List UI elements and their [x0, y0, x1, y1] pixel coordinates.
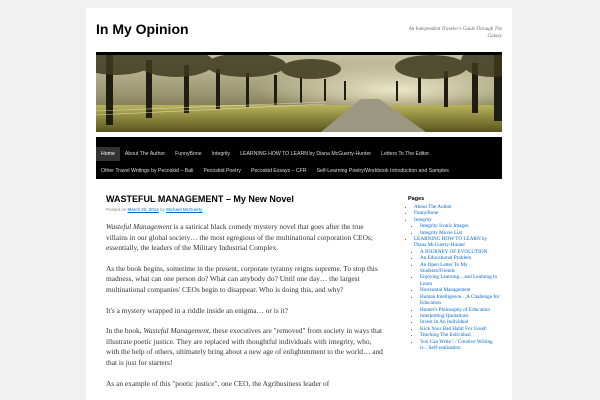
main-navigation: [96, 137, 502, 179]
sidebar-item-funnybone[interactable]: ▪ FunnyBone: [414, 210, 500, 216]
nav-learning-how-to-learn[interactable]: LEARNING HOW TO LEARN by Diana McGuerty-Hunter: [240, 151, 372, 157]
sidebar: [408, 196, 500, 351]
sidebar-subitem[interactable]: ▪ Horizontal Management: [420, 287, 500, 293]
meta-by-label: by: [160, 207, 165, 212]
paragraph-3: It's a mystery wrapped in a riddle inside an enigma… or is it?: [106, 305, 288, 315]
post-body: [106, 222, 386, 389]
nav-pecoskid-essays-cfr[interactable]: Pecoskid Essays – CFR: [250, 168, 307, 174]
pages-widget-title: Pages: [408, 196, 425, 202]
nav-row-secondary: [96, 164, 454, 178]
sidebar-item-about-the-author[interactable]: ▪ About The Author: [414, 204, 500, 210]
sidebar-item-learning[interactable]: [414, 236, 500, 351]
sidebar-item-integrity-label[interactable]: Integrity: [414, 216, 432, 223]
nav-letters-to-the-editor[interactable]: Letters To The Editor: [381, 151, 430, 157]
paragraph-4-text: , these executives are "removed" from society in ways that illustrate poetic justice. They are replaced with thoughtful individuals with integrity, who, with the help of others, ultimately bring about a new age of enlightenment to the world… and that is just for starters!: [106, 326, 383, 367]
post-date-link[interactable]: March 22, 2014: [127, 207, 159, 212]
sidebar-subitem[interactable]: ▪ Hunter's Philosophy of Education: [420, 307, 500, 313]
page-wrapper: [86, 8, 512, 400]
book-title-emphasis: Wasteful Management: [143, 326, 209, 336]
book-title-emphasis: Wasteful Management: [106, 222, 172, 231]
sidebar-subitem[interactable]: ▪ Teaching The Individual: [420, 332, 500, 338]
tree-lined-path-image: [96, 55, 502, 132]
site-description: An Independent Traveler's Guide Through The Galaxy: [408, 27, 502, 39]
nav-self-learning-poetry[interactable]: Self-Learning Poetry/Workbook Introduction and Samples: [316, 168, 449, 174]
nav-pecoskid-poetry[interactable]: Pecoskid Poetry: [203, 168, 241, 174]
sidebar-subitem[interactable]: ▪ You Can Write ! / Creative Writing is…Self-realization: [420, 339, 500, 352]
nav-home[interactable]: Home: [96, 147, 120, 161]
post-author-link[interactable]: Michael McGuerty: [166, 207, 203, 212]
sidebar-subitem[interactable]: ▪ Kick Your Bad Habit For Good!: [420, 326, 500, 332]
sidebar-subitem[interactable]: ▪ An Educational Problem: [420, 255, 500, 261]
nav-funnybone[interactable]: FunnyBone: [175, 151, 202, 157]
paragraph-5: As an example of this "poetic justice", one CEO, the Agribusiness leader of: [106, 378, 330, 388]
paragraph-4: [106, 326, 386, 368]
post-content: [106, 194, 386, 399]
sidebar-subitem[interactable]: ▪ An Open Letter To My Students/Friends: [420, 262, 500, 275]
pages-list: [408, 204, 500, 351]
learning-subpages: [414, 249, 500, 352]
header-banner-image: [96, 52, 502, 132]
site-title[interactable]: In My Opinion: [96, 21, 189, 37]
paragraph-2: As the book begins, sometime in the present, corporate tyranny reigns supreme. To stop this madness, what can one person do? What can anybody do? Until one day… the largest multinational companies' CEOs begin to disappear. Who is doing this, and why?: [106, 263, 378, 294]
nav-travel-writings-bali[interactable]: Other Travel Writings by Pecoskid – Bali: [101, 168, 194, 174]
nav-about-the-author[interactable]: About The Author: [124, 151, 166, 157]
sidebar-subitem[interactable]: ▪ Enjoying Learning…and Learning to Learn: [420, 274, 500, 287]
sidebar-item-integrity[interactable]: [414, 217, 500, 236]
sidebar-item-learning-label[interactable]: LEARNING HOW TO LEARN by Diana McGuerty-Hunter: [414, 236, 488, 249]
sidebar-subitem[interactable]: ▪ Integrity Movie List: [420, 230, 500, 236]
post-meta: [106, 207, 386, 212]
sidebar-subitem[interactable]: ▪ Invest In An Individual: [420, 319, 500, 325]
paragraph-1-text: is a satirical black comedy mystery novel that goes after the true villains in our global society… the most egregious of the multinational corporation CEOs; essentially, the leaders of the Military Industrial Complex.: [106, 222, 373, 253]
sidebar-subitem[interactable]: ▪ Integrity Iconic Images: [420, 223, 500, 229]
integrity-subpages: [414, 223, 500, 236]
meta-posted-on-label: Posted on: [106, 207, 127, 212]
sidebar-subitem[interactable]: ▪ Interpreting Quotations: [420, 313, 500, 319]
sidebar-subitem[interactable]: ▪ Human Intelligence…A Challenge for Education: [420, 294, 500, 307]
post-title[interactable]: WASTEFUL MANAGEMENT – My New Novel: [106, 194, 294, 204]
paragraph-1: [106, 222, 386, 254]
sidebar-subitem[interactable]: ▪ A JOURNEY OF EVOLUTION: [420, 249, 500, 255]
paragraph-4-lead: In the book,: [106, 326, 144, 336]
nav-row-primary: [96, 147, 434, 161]
nav-integrity[interactable]: Integrity: [211, 151, 231, 157]
